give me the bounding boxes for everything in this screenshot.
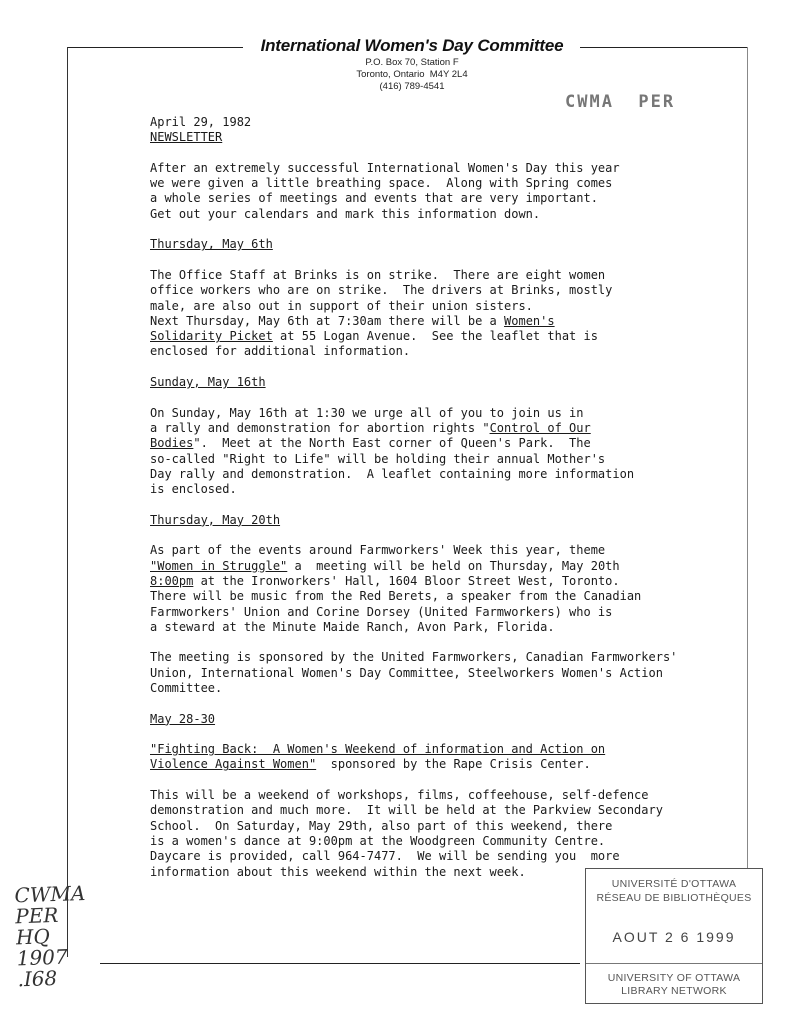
body-line: On Sunday, May 16th at 1:30 we urge all of you to join us in bbox=[150, 405, 584, 420]
section-heading-may-20: Thursday, May 20th bbox=[150, 512, 281, 527]
frame-bottom bbox=[100, 963, 580, 964]
letterhead-address-po: P.O. Box 70, Station F bbox=[365, 57, 459, 68]
underlined-phrase: Control of Our bbox=[489, 420, 591, 435]
body-line: Bodies". Meet at the North East corner of Queen's Park. The bbox=[150, 436, 591, 451]
underlined-phrase: Women's bbox=[504, 313, 555, 328]
stamp-line: UNIVERSITÉ D'OTTAWA bbox=[611, 878, 737, 890]
body-line: a rally and demonstration for abortion rights "Control of Our bbox=[150, 420, 591, 435]
archive-stamp: CWMA PER bbox=[565, 92, 676, 112]
body-line: Solidarity Picket at 55 Logan Avenue. See the leaflet that is bbox=[150, 329, 598, 344]
stamp-date: AOUT 2 6 1999 bbox=[612, 929, 736, 945]
body-line: There will be music from the Red Berets, a speaker from the Canadian bbox=[150, 589, 642, 604]
body-line: Union, International Women's Day Committee, Steelworkers Women's Action bbox=[150, 665, 663, 680]
body-line: 8:00pm at the Ironworkers' Hall, 1604 Bloor Street West, Toronto. bbox=[150, 573, 620, 588]
body-line: demonstration and much more. It will be held at the Parkview Secondary bbox=[150, 803, 663, 818]
body-line: As part of the events around Farmworkers' Week this year, theme bbox=[150, 543, 606, 558]
stamp-line: UNIVERSITY OF OTTAWA bbox=[607, 972, 741, 984]
letter-heading: NEWSLETTER bbox=[150, 130, 223, 145]
stamp-line: LIBRARY NETWORK bbox=[621, 985, 727, 997]
body-line: is a women's dance at 9:00pm at the Woodgreen Community Centre. bbox=[150, 833, 606, 848]
handwritten-call-number bbox=[14, 880, 98, 992]
body-line: enclosed for additional information. bbox=[150, 344, 411, 359]
letterhead-address-city: Toronto, Ontario M4Y 2L4 bbox=[356, 69, 468, 80]
letterhead-phone: (416) 789-4541 bbox=[379, 81, 445, 92]
frame-top-left bbox=[67, 47, 243, 48]
letter-body bbox=[150, 115, 710, 880]
body-line: The meeting is sponsored by the United Farmworkers, Canadian Farmworkers' bbox=[150, 650, 678, 665]
frame-right bbox=[747, 47, 748, 877]
body-line: Farmworkers' Union and Corine Dorsey (United Farmworkers) who is bbox=[150, 604, 613, 619]
body-line: School. On Saturday, May 29th, also part of this weekend, there bbox=[150, 818, 613, 833]
underlined-phrase: 8:00pm bbox=[150, 573, 194, 588]
underlined-phrase: "Women in Struggle" bbox=[150, 558, 288, 573]
ottawa-library-stamp bbox=[585, 868, 763, 1004]
body-line: is enclosed. bbox=[150, 482, 237, 497]
body-line: Day rally and demonstration. A leaflet containing more information bbox=[150, 466, 635, 481]
handwritten-line: PER bbox=[14, 902, 59, 929]
body-line: information about this weekend within the next week. bbox=[150, 864, 526, 879]
body-line: male, are also out in support of their union sisters. bbox=[150, 298, 533, 313]
intro-line: we were given a little breathing space. Along with Spring comes bbox=[150, 176, 613, 191]
body-line: The Office Staff at Brinks is on strike. There are eight women bbox=[150, 267, 606, 282]
handwritten-line: HQ bbox=[15, 924, 51, 950]
frame-left bbox=[67, 47, 68, 957]
handwritten-line: 1907 bbox=[16, 944, 69, 971]
intro-line: After an extremely successful International Women's Day this year bbox=[150, 160, 620, 175]
stamp-line: RÉSEAU DE BIBLIOTHÈQUES bbox=[596, 892, 752, 904]
body-line: This will be a weekend of workshops, films, coffeehouse, self-defence bbox=[150, 788, 649, 803]
event-title-line: Violence Against Women" sponsored by the Rape Crisis Center. bbox=[150, 757, 591, 772]
underlined-phrase: Solidarity Picket bbox=[150, 329, 273, 344]
body-line: office workers who are on strike. The drivers at Brinks, mostly bbox=[150, 283, 613, 298]
letterhead-title: International Women's Day Committee bbox=[260, 36, 564, 55]
section-heading-may-28-30: May 28-30 bbox=[150, 711, 216, 726]
body-line: Committee. bbox=[150, 680, 223, 695]
body-line: Next Thursday, May 6th at 7:30am there will be a Women's bbox=[150, 313, 555, 328]
body-line: Daycare is provided, call 964-7477. We will be sending you more bbox=[150, 849, 620, 864]
letter-date: April 29, 1982 bbox=[150, 115, 252, 129]
intro-line: a whole series of meetings and events that are very important. bbox=[150, 191, 598, 206]
stamp-divider bbox=[586, 963, 762, 964]
body-line: so-called "Right to Life" will be holding their annual Mother's bbox=[150, 451, 606, 466]
event-title-line: "Fighting Back: A Women's Weekend of information and Action on bbox=[150, 742, 606, 757]
underlined-phrase: Bodies bbox=[150, 436, 194, 451]
body-line: a steward at the Minute Maide Ranch, Avon Park, Florida. bbox=[150, 619, 555, 634]
body-line: "Women in Struggle" a meeting will be held on Thursday, May 20th bbox=[150, 558, 620, 573]
handwritten-line: .I68 bbox=[17, 965, 58, 992]
handwritten-line: CWMA bbox=[14, 880, 86, 908]
section-heading-may-6: Thursday, May 6th bbox=[150, 237, 273, 252]
frame-top-right bbox=[580, 47, 748, 48]
underlined-phrase: Violence Against Women" bbox=[150, 757, 317, 772]
section-heading-may-16: Sunday, May 16th bbox=[150, 375, 266, 390]
intro-line: Get out your calendars and mark this information down. bbox=[150, 206, 541, 221]
